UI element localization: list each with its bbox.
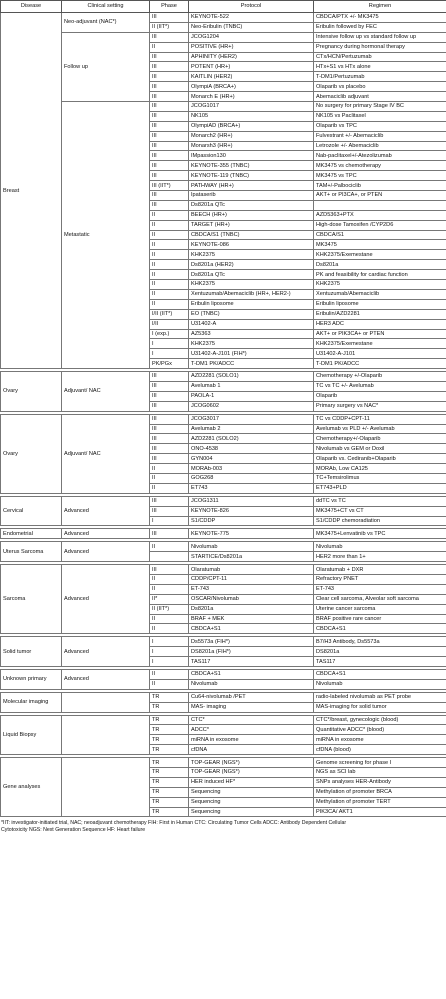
protocol-cell: IMpassion130 bbox=[189, 151, 314, 161]
protocol-cell: Sequencing bbox=[189, 807, 314, 817]
table-row bbox=[1, 13, 446, 23]
regimen-cell: TAS117 bbox=[314, 657, 446, 667]
phase-cell: TR bbox=[150, 735, 189, 745]
protocol-cell: CBDCA+S1 bbox=[189, 670, 314, 680]
protocol-cell: KEYNOTE-522 bbox=[189, 13, 314, 23]
protocol-cell: OlympiAD (BRCA+) bbox=[189, 121, 314, 131]
protocol-cell: GOG268 bbox=[189, 473, 314, 483]
header-disease: Disease bbox=[1, 1, 62, 13]
protocol-cell: EO (TNBC) bbox=[189, 309, 314, 319]
regimen-cell: HER3 ADC bbox=[314, 319, 446, 329]
protocol-cell: KHK2375 bbox=[189, 250, 314, 260]
table-body bbox=[1, 13, 446, 817]
header-row bbox=[1, 1, 446, 13]
phase-cell: II bbox=[150, 230, 189, 240]
table-row bbox=[1, 670, 446, 680]
phase-cell: II bbox=[150, 210, 189, 220]
regimen-cell: Abemaciclib adjuvant bbox=[314, 92, 446, 102]
phase-cell: I bbox=[150, 657, 189, 667]
phase-cell bbox=[150, 552, 189, 562]
regimen-cell: Methylation of promoter TERT bbox=[314, 797, 446, 807]
protocol-cell: JCOG1311 bbox=[189, 496, 314, 506]
regimen-cell: MK3475 bbox=[314, 240, 446, 250]
protocol-cell: KHK2375 bbox=[189, 339, 314, 349]
protocol-cell: MAS- imaging bbox=[189, 702, 314, 712]
clinical-setting-cell: Neo-adjuvant (NAC*) bbox=[62, 13, 150, 33]
phase-cell: III bbox=[150, 191, 189, 201]
phase-cell: II bbox=[150, 220, 189, 230]
protocol-cell: Olaratumab bbox=[189, 565, 314, 575]
regimen-cell: Chemotherapy+/-Olaparib bbox=[314, 434, 446, 444]
protocol-cell: Avelumab 1 bbox=[189, 381, 314, 391]
protocol-cell: OlympiA (BRCA+) bbox=[189, 82, 314, 92]
clinical-setting-cell: Adjuvant/ NAC bbox=[62, 372, 150, 412]
protocol-cell: Nivolumab bbox=[189, 542, 314, 552]
protocol-cell: BEECH (HR+) bbox=[189, 210, 314, 220]
protocol-cell: DS8201a (FIH*) bbox=[189, 647, 314, 657]
disease-cell: Gene analyses bbox=[1, 758, 62, 817]
phase-cell: III bbox=[150, 52, 189, 62]
phase-cell: III bbox=[150, 82, 189, 92]
clinical-setting-cell bbox=[62, 715, 150, 755]
protocol-cell: ET743 bbox=[189, 483, 314, 493]
regimen-cell: NGS as SCI lab bbox=[314, 768, 446, 778]
phase-cell: II bbox=[150, 624, 189, 634]
phase-cell: TR bbox=[150, 702, 189, 712]
regimen-cell: KHK2375 bbox=[314, 280, 446, 290]
phase-cell: II bbox=[150, 260, 189, 270]
regimen-cell: MORAb, Low CA125 bbox=[314, 464, 446, 474]
clinical-setting-cell bbox=[62, 758, 150, 817]
regimen-cell: Methylation of promoter BRCA bbox=[314, 787, 446, 797]
clinical-setting-cell: Advanced bbox=[62, 565, 150, 634]
regimen-cell: cfDNA (blood) bbox=[314, 745, 446, 755]
regimen-cell: Ds8201a bbox=[314, 260, 446, 270]
phase-cell: II bbox=[150, 483, 189, 493]
phase-cell: I bbox=[150, 339, 189, 349]
header-protocol: Protocol bbox=[189, 1, 314, 13]
regimen-cell: CTx/HCN/Pertuzumab bbox=[314, 52, 446, 62]
protocol-cell: NK105 bbox=[189, 111, 314, 121]
protocol-cell: KEYNOTE-086 bbox=[189, 240, 314, 250]
regimen-cell: Chemotherapy +/-Olaparib bbox=[314, 372, 446, 382]
phase-cell: III bbox=[150, 506, 189, 516]
regimen-cell: B7/H3 Antibody, Ds5573a bbox=[314, 637, 446, 647]
protocol-cell: APHINITY (HER2) bbox=[189, 52, 314, 62]
protocol-cell: cfDNA bbox=[189, 745, 314, 755]
regimen-cell: BRAF positive rare cancer bbox=[314, 614, 446, 624]
footnote: *IIT: investigator-initiated trial, NAC; neoadjuvant chemotherapy FIH: First in Human CTC: Circulating Tumor Cells ADCC: Antibody Dependent Cellular Cytotoxicity NGS: Next Generation Sequence HF: Heart failure bbox=[1, 820, 347, 833]
protocol-cell: AZ5363 bbox=[189, 329, 314, 339]
phase-cell: TR bbox=[150, 758, 189, 768]
protocol-cell: Ds8201a QTc bbox=[189, 200, 314, 210]
regimen-cell: KHK2375/Exemestane bbox=[314, 250, 446, 260]
phase-cell: II bbox=[150, 42, 189, 52]
table-row bbox=[1, 372, 446, 382]
regimen-cell: Fulvestrant +/- Abemaciclib bbox=[314, 131, 446, 141]
protocol-cell: GYN004 bbox=[189, 454, 314, 464]
clinical-setting-cell: Advanced bbox=[62, 496, 150, 526]
phase-cell: III bbox=[150, 151, 189, 161]
protocol-cell: CTC* bbox=[189, 715, 314, 725]
phase-cell: III bbox=[150, 401, 189, 411]
regimen-cell: KHK2375/Exemestane bbox=[314, 339, 446, 349]
protocol-cell: Eribulin liposome bbox=[189, 299, 314, 309]
phase-cell: I/II bbox=[150, 319, 189, 329]
protocol-cell: TOP-GEAR (NGS*) bbox=[189, 768, 314, 778]
protocol-cell: AZD2281 (SOLO2) bbox=[189, 434, 314, 444]
regimen-cell: Pregnancy during hormonal therapy bbox=[314, 42, 446, 52]
protocol-cell: KAITLIN (HER2) bbox=[189, 72, 314, 82]
phase-cell: III bbox=[150, 111, 189, 121]
regimen-cell: S1/CDDP chemoradiation bbox=[314, 516, 446, 526]
phase-cell: TR bbox=[150, 777, 189, 787]
phase-cell: I/II (IIT*) bbox=[150, 309, 189, 319]
clinical-setting-cell: Advanced bbox=[62, 670, 150, 690]
regimen-cell: TAM+/-Palbociclib bbox=[314, 181, 446, 191]
phase-cell: I bbox=[150, 516, 189, 526]
table-row bbox=[1, 542, 446, 552]
protocol-cell: Ipataserib bbox=[189, 191, 314, 201]
protocol-cell: STARTICE/Ds8201a bbox=[189, 552, 314, 562]
protocol-cell: Ds8201a bbox=[189, 604, 314, 614]
protocol-cell: JCOG3017 bbox=[189, 414, 314, 424]
phase-cell: II bbox=[150, 250, 189, 260]
header-regimen: Regimen bbox=[314, 1, 446, 13]
regimen-cell bbox=[314, 200, 446, 210]
protocol-cell: Cu64-nivolumab /PET bbox=[189, 692, 314, 702]
regimen-cell: T-DM1/Pertuzumab bbox=[314, 72, 446, 82]
phase-cell: II bbox=[150, 473, 189, 483]
protocol-cell: POTENT (HR+) bbox=[189, 62, 314, 72]
protocol-cell: PAOLA-1 bbox=[189, 391, 314, 401]
phase-cell: III bbox=[150, 131, 189, 141]
phase-cell: II bbox=[150, 584, 189, 594]
protocol-cell: CBDCA/S1 (TNBC) bbox=[189, 230, 314, 240]
phase-cell: III bbox=[150, 161, 189, 171]
regimen-cell: HTx+S1 vs HTx alone bbox=[314, 62, 446, 72]
phase-cell: I bbox=[150, 647, 189, 657]
regimen-cell: CBDCA+S1 bbox=[314, 624, 446, 634]
regimen-cell: miRNA in exosome bbox=[314, 735, 446, 745]
protocol-cell: HER induced HF* bbox=[189, 777, 314, 787]
regimen-cell: CBDCA/PTX +/- MK3475 bbox=[314, 13, 446, 23]
regimen-cell: ddTC vs TC bbox=[314, 496, 446, 506]
phase-cell: III bbox=[150, 372, 189, 382]
protocol-cell: TAS117 bbox=[189, 657, 314, 667]
regimen-cell: MK3475+Lenvatinib vs TPC bbox=[314, 529, 446, 539]
protocol-cell: Ds5573a (FIH*) bbox=[189, 637, 314, 647]
regimen-cell: AKT+ or PIK3CA+ or PTEN bbox=[314, 329, 446, 339]
table-row bbox=[1, 102, 446, 112]
regimen-cell: CBDCA+S1 bbox=[314, 670, 446, 680]
regimen-cell: Letrozole +/- Abemaciclib bbox=[314, 141, 446, 151]
disease-cell: Uterus Sarcoma bbox=[1, 542, 62, 562]
disease-cell: Ovary bbox=[1, 372, 62, 412]
protocol-cell: ET-743 bbox=[189, 584, 314, 594]
protocol-cell: JCOG1017 bbox=[189, 102, 314, 112]
protocol-cell: Nivolumab bbox=[189, 679, 314, 689]
header-clinical-setting: Clinical setting bbox=[62, 1, 150, 13]
phase-cell: II bbox=[150, 299, 189, 309]
phase-cell: II bbox=[150, 574, 189, 584]
protocol-cell: U31402-A-J101 (FIH*) bbox=[189, 349, 314, 359]
phase-cell: II bbox=[150, 280, 189, 290]
phase-cell: PK/PGx bbox=[150, 359, 189, 369]
regimen-cell: ET-743 bbox=[314, 584, 446, 594]
regimen-cell: Olaparib bbox=[314, 391, 446, 401]
table-row bbox=[1, 32, 446, 42]
phase-cell: III bbox=[150, 92, 189, 102]
regimen-cell: Genome screening for phase I bbox=[314, 758, 446, 768]
disease-cell: Solid tumor bbox=[1, 637, 62, 667]
protocol-cell: KEYNOTE-775 bbox=[189, 529, 314, 539]
regimen-cell: Refractory PNET bbox=[314, 574, 446, 584]
disease-cell: Ovary bbox=[1, 414, 62, 493]
regimen-cell: Eribulin/AZD2281 bbox=[314, 309, 446, 319]
phase-cell: I (exp.) bbox=[150, 329, 189, 339]
regimen-cell: TC vs CDDP+CPT-11 bbox=[314, 414, 446, 424]
phase-cell: III bbox=[150, 381, 189, 391]
phase-cell: TR bbox=[150, 787, 189, 797]
clinical-setting-cell: Follow up bbox=[62, 32, 150, 101]
regimen-cell: Clear cell sarcoma, Alveolar soft sarcoma bbox=[314, 594, 446, 604]
regimen-cell: Uterine cancer sarcoma bbox=[314, 604, 446, 614]
phase-cell: III bbox=[150, 414, 189, 424]
regimen-cell: T-DM1 PK/ADCC bbox=[314, 359, 446, 369]
table-row bbox=[1, 637, 446, 647]
header-phase: Phase bbox=[150, 1, 189, 13]
clinical-setting-cell: Advanced bbox=[62, 542, 150, 562]
regimen-cell: TC vs TC +/- Avelumab bbox=[314, 381, 446, 391]
regimen-cell: Eribulin followed by FEC bbox=[314, 22, 446, 32]
disease-cell: Sarcoma bbox=[1, 565, 62, 634]
protocol-cell: Monarsh3 (HR+) bbox=[189, 141, 314, 151]
phase-cell: III bbox=[150, 200, 189, 210]
regimen-cell: radio-labeled nivolumab as PET probe bbox=[314, 692, 446, 702]
protocol-cell: Ds8201a QTc bbox=[189, 270, 314, 280]
regimen-cell: No surgery for primary Stage IV BC bbox=[314, 102, 446, 112]
protocol-cell: KEYNOTE-119 (TNBC) bbox=[189, 171, 314, 181]
regimen-cell: Quantitative ADCC* (blood) bbox=[314, 725, 446, 735]
regimen-cell: Olaparib vs TPC bbox=[314, 121, 446, 131]
protocol-cell: POSITIVE (HR+) bbox=[189, 42, 314, 52]
phase-cell: II bbox=[150, 670, 189, 680]
table-row bbox=[1, 496, 446, 506]
regimen-cell: PK and feasibility for cardiac function bbox=[314, 270, 446, 280]
phase-cell: II (IIT*) bbox=[150, 604, 189, 614]
protocol-cell: Neo-Eribulin (TNBC) bbox=[189, 22, 314, 32]
phase-cell: TR bbox=[150, 725, 189, 735]
table-row bbox=[1, 414, 446, 424]
clinical-setting-cell: Adjuvant/ NAC bbox=[62, 414, 150, 493]
protocol-cell: OSCAR/Nivolumab bbox=[189, 594, 314, 604]
regimen-cell: DS8201a bbox=[314, 647, 446, 657]
regimen-cell: AKT+ or PI3CA+, or PTEN bbox=[314, 191, 446, 201]
protocol-cell: CBDCA+S1 bbox=[189, 624, 314, 634]
regimen-cell: Nab-paclitaxel+/-Atezolizumab bbox=[314, 151, 446, 161]
clinical-setting-cell: Advanced bbox=[62, 529, 150, 539]
phase-cell: III bbox=[150, 565, 189, 575]
table-row bbox=[1, 692, 446, 702]
protocol-cell: Sequencing bbox=[189, 787, 314, 797]
phase-cell: III bbox=[150, 496, 189, 506]
regimen-cell: MK3475 vs chemotherapy bbox=[314, 161, 446, 171]
protocol-cell: Avelumab 2 bbox=[189, 424, 314, 434]
phase-cell: II bbox=[150, 240, 189, 250]
protocol-cell: U31402-A bbox=[189, 319, 314, 329]
protocol-cell: ADCC* bbox=[189, 725, 314, 735]
phase-cell: TR bbox=[150, 807, 189, 817]
phase-cell: TR bbox=[150, 715, 189, 725]
table-row bbox=[1, 715, 446, 725]
clinical-setting-cell: Advanced bbox=[62, 637, 150, 667]
regimen-cell: HER2 more than 1+ bbox=[314, 552, 446, 562]
protocol-cell: Xentuzumab/Abemaciclib (HR+, HER2-) bbox=[189, 289, 314, 299]
phase-cell: III bbox=[150, 72, 189, 82]
regimen-cell: Olaratumab + DXR bbox=[314, 565, 446, 575]
table-row bbox=[1, 529, 446, 539]
phase-cell: TR bbox=[150, 797, 189, 807]
phase-cell: III bbox=[150, 13, 189, 23]
regimen-cell: Intensive follow up vs standard follow up bbox=[314, 32, 446, 42]
clinical-setting-cell bbox=[62, 692, 150, 712]
protocol-cell: Monarch2 (HR+) bbox=[189, 131, 314, 141]
regimen-cell: High-dose Tamoxifen /CYP2D6 bbox=[314, 220, 446, 230]
phase-cell: II bbox=[150, 542, 189, 552]
regimen-cell: Nivolumab bbox=[314, 542, 446, 552]
phase-cell: III bbox=[150, 434, 189, 444]
protocol-cell: TOP-GEAR (NGS*) bbox=[189, 758, 314, 768]
phase-cell: III bbox=[150, 121, 189, 131]
phase-cell: III bbox=[150, 444, 189, 454]
regimen-cell: AZD5363+PTX bbox=[314, 210, 446, 220]
regimen-cell: Olaparib vs. Cediranib+Olaparib bbox=[314, 454, 446, 464]
regimen-cell: CTC*/breast, gynecologic (blood) bbox=[314, 715, 446, 725]
table-row bbox=[1, 758, 446, 768]
protocol-cell: PATHWAY (HR+) bbox=[189, 181, 314, 191]
regimen-cell: Avelumab vs PLD +/- Avelumab bbox=[314, 424, 446, 434]
clinical-setting-cell: Metastatic bbox=[62, 102, 150, 369]
phase-cell: III (IIT*) bbox=[150, 181, 189, 191]
phase-cell: III bbox=[150, 62, 189, 72]
regimen-cell: Nivolumab bbox=[314, 679, 446, 689]
phase-cell: III bbox=[150, 424, 189, 434]
protocol-cell: miRNA in exosome bbox=[189, 735, 314, 745]
phase-cell: II (IIT*) bbox=[150, 22, 189, 32]
phase-cell: III bbox=[150, 391, 189, 401]
disease-cell: Breast bbox=[1, 13, 62, 369]
protocol-cell: Monarch E (HR+) bbox=[189, 92, 314, 102]
regimen-cell: NK105 vs Paclitaxel bbox=[314, 111, 446, 121]
regimen-cell: Eribulin liposome bbox=[314, 299, 446, 309]
regimen-cell: Nivolumab vs GEM or Doxil bbox=[314, 444, 446, 454]
regimen-cell: MAS-imaging for solid tumor bbox=[314, 702, 446, 712]
regimen-cell: Xentuzumab/Abemaciclib bbox=[314, 289, 446, 299]
phase-cell: III bbox=[150, 529, 189, 539]
phase-cell: III bbox=[150, 171, 189, 181]
phase-cell: II bbox=[150, 464, 189, 474]
phase-cell: III bbox=[150, 141, 189, 151]
regimen-cell: MK3475 vs TPC bbox=[314, 171, 446, 181]
phase-cell: I bbox=[150, 349, 189, 359]
disease-cell: Liquid Biopsy bbox=[1, 715, 62, 755]
regimen-cell: MK3475+CT vs CT bbox=[314, 506, 446, 516]
protocol-cell: JCOG0602 bbox=[189, 401, 314, 411]
phase-cell: III bbox=[150, 454, 189, 464]
protocol-cell: KEYNOTE-355 (TNBC) bbox=[189, 161, 314, 171]
disease-cell: Cervical bbox=[1, 496, 62, 526]
phase-cell: I bbox=[150, 637, 189, 647]
protocol-cell: Ds8201a (HER2) bbox=[189, 260, 314, 270]
phase-cell: II bbox=[150, 679, 189, 689]
regimen-cell: Primary surgery vs NAC* bbox=[314, 401, 446, 411]
protocol-cell: KHK2375 bbox=[189, 280, 314, 290]
protocol-cell: KEYNOTE-826 bbox=[189, 506, 314, 516]
protocol-cell: S1/CDDP bbox=[189, 516, 314, 526]
disease-cell: Molecular imaging bbox=[1, 692, 62, 712]
regimen-cell: TC+Temsirolimus bbox=[314, 473, 446, 483]
regimen-cell: PIK3CA/ AKT1 bbox=[314, 807, 446, 817]
protocol-cell: JCOG1204 bbox=[189, 32, 314, 42]
phase-cell: II bbox=[150, 614, 189, 624]
phase-cell: II bbox=[150, 289, 189, 299]
regimen-cell: SNPs analyses HER-Antibody bbox=[314, 777, 446, 787]
protocol-cell: CDDP/CPT-11 bbox=[189, 574, 314, 584]
phase-cell: TR bbox=[150, 768, 189, 778]
regimen-cell: CBDCA/S1 bbox=[314, 230, 446, 240]
protocol-cell: BRAF + MEK bbox=[189, 614, 314, 624]
phase-cell: TR bbox=[150, 745, 189, 755]
phase-cell: III bbox=[150, 32, 189, 42]
disease-cell: Unknown primary bbox=[1, 670, 62, 690]
table-row bbox=[1, 565, 446, 575]
regimen-cell: U31402-A-J101 bbox=[314, 349, 446, 359]
regimen-cell: Olaparib vs placebo bbox=[314, 82, 446, 92]
protocol-cell: Sequencing bbox=[189, 797, 314, 807]
protocol-cell: ONO-4538 bbox=[189, 444, 314, 454]
phase-cell: II* bbox=[150, 594, 189, 604]
phase-cell: TR bbox=[150, 692, 189, 702]
protocol-cell: T-DM1 PK/ADCC bbox=[189, 359, 314, 369]
regimen-cell: ET743+PLD bbox=[314, 483, 446, 493]
protocol-cell: AZD2281 (SOLO1) bbox=[189, 372, 314, 382]
phase-cell: III bbox=[150, 102, 189, 112]
disease-cell: Endometrial bbox=[1, 529, 62, 539]
protocol-cell: TARGET (HR+) bbox=[189, 220, 314, 230]
phase-cell: II bbox=[150, 270, 189, 280]
protocol-cell: MORAb-003 bbox=[189, 464, 314, 474]
